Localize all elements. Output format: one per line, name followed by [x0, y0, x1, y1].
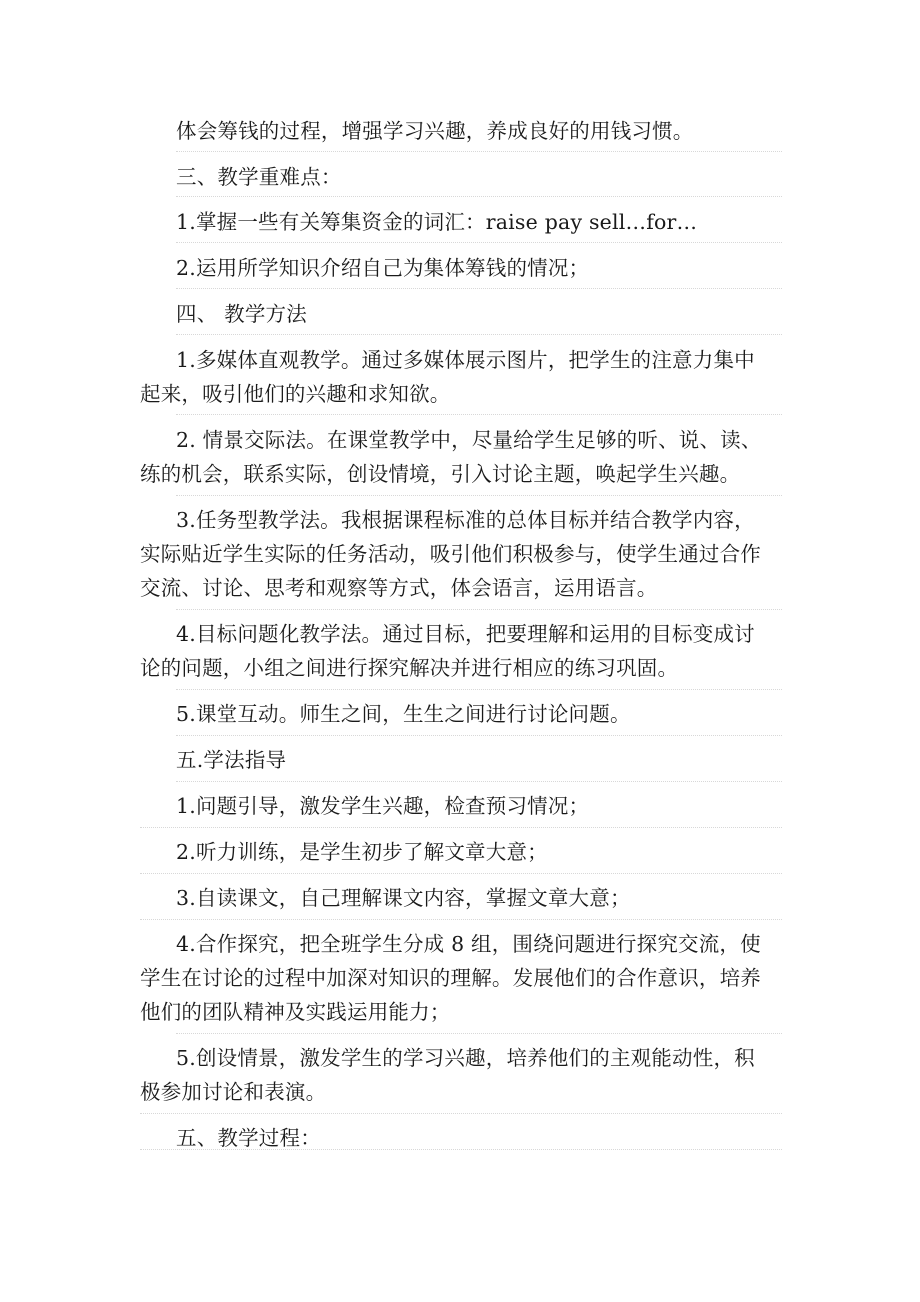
divider [176, 1033, 782, 1034]
section-heading: 五.学法指导 [176, 748, 287, 772]
text-line: 体会筹钱的过程，增强学习兴趣，养成良好的用钱习惯。 [176, 119, 694, 143]
text-line: 练的机会，联系实际，创设情境，引入讨论主题，唤起学生兴趣。 [140, 462, 741, 486]
text-line: 交流、讨论、思考和观察等方式，体会语言，运用语言。 [140, 576, 658, 600]
divider [176, 334, 782, 335]
text-line: 5.创设情景，激发学生的学习兴趣，培养他们的主观能动性，积 [176, 1046, 755, 1070]
text-line: 学生在讨论的过程中加深对知识的理解。发展他们的合作意识，培养 [140, 966, 761, 990]
text-line: 1.多媒体直观教学。通过多媒体展示图片，把学生的注意力集中 [176, 348, 755, 372]
text-line: 实际贴近学生实际的任务活动，吸引他们积极参与，使学生通过合作 [140, 542, 761, 566]
divider [140, 873, 782, 874]
text-line: 起来，吸引他们的兴趣和求知欲。 [140, 382, 451, 406]
text-line: 4.目标问题化教学法。通过目标，把要理解和运用的目标变成讨 [176, 622, 755, 646]
text-line: 论的问题，小组之间进行探究解决并进行相应的练习巩固。 [140, 656, 679, 680]
text-line: 4.合作探究，把全班学生分成 8 组，围绕问题进行探究交流，使 [176, 932, 761, 956]
text-line: 3.自读课文，自己理解课文内容，掌握文章大意； [176, 886, 631, 910]
text-line: 他们的团队精神及实践运用能力； [140, 1000, 451, 1024]
text-line: 1.问题引导，激发学生兴趣，检查预习情况； [176, 794, 590, 818]
divider [176, 242, 782, 243]
divider [176, 196, 782, 197]
text-line: 2.听力训练，是学生初步了解文章大意； [176, 840, 548, 864]
text-line: 极参加讨论和表演。 [140, 1080, 327, 1104]
text-line: 2. 情景交际法。在课堂教学中，尽量给学生足够的听、说、读、 [176, 428, 762, 452]
divider [176, 288, 782, 289]
text-line: 3.任务型教学法。我根据课程标准的总体目标并结合教学内容， [176, 508, 755, 532]
section-heading: 四、 教学方法 [176, 302, 307, 326]
divider [140, 1113, 782, 1114]
divider [176, 151, 782, 152]
divider [140, 827, 782, 828]
divider [176, 689, 782, 690]
text-line: 2.运用所学知识介绍自己为集体筹钱的情况； [176, 256, 590, 280]
section-heading: 五、教学过程： [176, 1126, 321, 1150]
divider [140, 919, 782, 920]
divider [140, 1149, 782, 1150]
divider [176, 495, 782, 496]
divider [176, 735, 782, 736]
text-line: 1.掌握一些有关筹集资金的词汇：raise pay sell…for… [176, 210, 698, 234]
divider [176, 781, 782, 782]
text-line: 5.课堂互动。师生之间，生生之间进行讨论问题。 [176, 702, 631, 726]
section-heading: 三、教学重难点： [176, 165, 342, 189]
divider [176, 414, 782, 415]
divider [176, 609, 782, 610]
